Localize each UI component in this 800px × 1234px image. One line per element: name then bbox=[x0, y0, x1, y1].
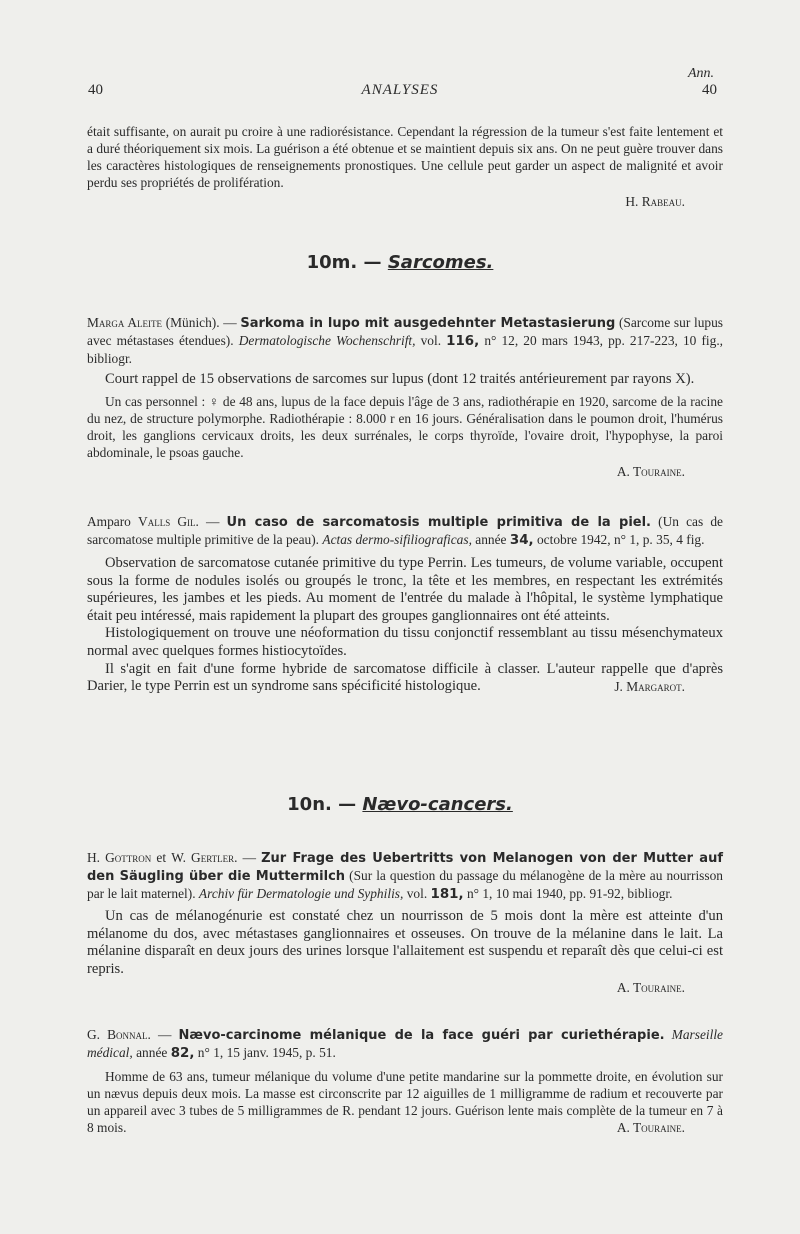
page-number-right: 40 bbox=[702, 82, 717, 98]
citation-details: octobre 1942, n° 1, p. 35, 4 fig. bbox=[536, 532, 705, 547]
citation-dash: — bbox=[242, 850, 257, 865]
author-conjunction: et bbox=[156, 850, 167, 865]
citation-details: n° 12, 20 mars 1943, pp. 217-223, 10 fig., bibliogr. bbox=[87, 333, 724, 366]
article-title: Un caso de sarcomatosis multiple primitiva de la piel. bbox=[226, 515, 651, 530]
reviewer-signature: A. Touraine. bbox=[616, 1120, 685, 1135]
author-name: G. Bonnal. bbox=[87, 1027, 151, 1042]
citation-details: n° 1, 10 mai 1940, pp. 91-92, bibliogr. bbox=[466, 886, 673, 901]
section-title: Nævo-cancers. bbox=[362, 794, 513, 815]
reviewer-signature: A. Touraine. bbox=[616, 980, 685, 996]
section-number: 10n. — bbox=[287, 794, 357, 815]
author-name: Marga Aleite bbox=[87, 315, 162, 330]
entry-valls-gil bbox=[87, 513, 723, 695]
page-number-left: 40 bbox=[88, 82, 103, 98]
reviewer-signature: J. Margarot. bbox=[614, 678, 685, 694]
annales-label: Ann. bbox=[688, 66, 715, 81]
section-title: Sarcomes. bbox=[387, 252, 494, 273]
journal-name: Dermatologische Wochenschrift, bbox=[238, 333, 416, 348]
year-number: 82, bbox=[170, 1046, 195, 1061]
volume-number: 116, bbox=[446, 334, 480, 349]
author-name: W. Gertler. bbox=[171, 850, 238, 865]
volume-number: 181, bbox=[430, 887, 464, 902]
journal-name: Actas dermo-sifiliograficas, bbox=[322, 532, 472, 547]
year-label: année bbox=[475, 532, 507, 547]
entry-citation bbox=[87, 513, 723, 549]
intro-signature: H. Rabeau. bbox=[625, 194, 685, 209]
citation-dash: — bbox=[157, 1027, 172, 1042]
entry-aleite bbox=[87, 314, 723, 480]
abstract-paragraph: Homme de 63 ans, tumeur mélanique du volume d'une petite mandarine sur la pommette droite, en évolution sur un nævus depuis deux mois. La masse est circonscrite par 12 aiguilles de 1 milligramme de radium et recouverte par un appareil avec 3 tubes de 5 milligrammes de R. pendant 12 jours. Guérison lente mais complète de la tumeur en 7 à 8 mois. bbox=[87, 1069, 723, 1135]
title-translation: (Sur la question du passage du mélanogène de la mère au nourrisson par le lait maternel). bbox=[87, 868, 723, 901]
abstract-paragraph: Court rappel de 15 observations de sarcomes sur lupus (dont 12 traités antérieurement par rayons X). bbox=[105, 371, 695, 387]
entry-bonnal bbox=[87, 1026, 723, 1136]
article-title: Sarkoma in lupo mit ausgedehnter Metastasierung bbox=[240, 316, 616, 331]
title-translation: (Sarcome sur lupus avec métastases étendues). bbox=[87, 315, 723, 348]
abstract-paragraph: Histologiquement on trouve une néoformation du tissu conjonctif ressemblant au tissu mésenchymateux normal avec quelques formes histiocytoïdes. bbox=[87, 625, 723, 659]
article-title: Zur Frage des Uebertritts von Melanogen von der Mutter auf den Säugling über die Muttermilch bbox=[87, 851, 723, 884]
section-heading-naevo-cancers bbox=[0, 794, 800, 815]
title-translation: (Un cas de sarcomatose multiple primitive de la peau). bbox=[87, 514, 723, 547]
author-first-name: Amparo bbox=[87, 514, 131, 529]
section-number: 10m. — bbox=[306, 252, 382, 273]
volume-label: vol. bbox=[420, 333, 442, 348]
author-place: (Münich). — bbox=[165, 315, 237, 330]
citation-details: n° 1, 15 janv. 1945, p. 51. bbox=[197, 1045, 336, 1060]
abstract-paragraph: Un cas de mélanogénurie est constaté chez un nourrisson de 5 mois dont la mère est atteinte d'un mélanome du dos, avec métastases ganglionnaires et osseuses. On trouve de la mélanine dans le lait. La mélanine disparaît en deux jours des urines lorsque l'allaitement est suspendu et reparaît dès que celui-ci est repris. bbox=[87, 908, 723, 977]
citation-dash: — bbox=[206, 514, 220, 529]
year-number: 34, bbox=[509, 533, 534, 548]
entry-citation bbox=[87, 1026, 723, 1062]
entry-citation bbox=[87, 849, 723, 903]
entry-citation bbox=[87, 314, 723, 367]
intro-block bbox=[87, 123, 723, 210]
abstract-paragraph: Un cas personnel : ♀ de 48 ans, lupus de la face depuis l'âge de 3 ans, radiothérapie en 1920, sarcome de la racine du nez, de structure polymorphe. Radiothérapie : 8.000 r en 16 jours. Généralisation dans le poumon droit, l'humérus droit, les ganglions cervicaux droits, les deux surrénales, le corps thyroïde, l'ovaire droit, l'hypophyse, la paroi abdominale, le psoas gauche. bbox=[87, 393, 723, 460]
abstract-paragraph: Observation de sarcomatose cutanée primitive du type Perrin. Les tumeurs, de volume variable, occupent sous la forme de nodules isolés ou groupés le tronc, la tête et les membres, en respectant les extrémités supérieures, les jambes et les pieds. Au moment de l'entrée du malade à l'hôpital, le système lymphatique était peu intéressé, mais rapidement la plupart des groupes ganglionnaires ont été atteints. bbox=[87, 555, 723, 624]
running-title: ANALYSES bbox=[361, 82, 439, 98]
section-heading-sarcomes bbox=[0, 252, 800, 273]
intro-paragraph: était suffisante, on aurait pu croire à une radiorésistance. Cependant la régression de la tumeur s'est faite lentement et a duré théoriquement six mois. La guérison a été obtenue et se maintient depuis six ans. On ne peut guère trouver dans les caractères histologiques de renseignements pronostiques. Une cellule peut garder un aspect de malignité et avoir perdu ses propriétés de prolifération. bbox=[87, 124, 723, 190]
entry-gottron-gertler bbox=[87, 849, 723, 996]
journal-name: Marseille médical, bbox=[87, 1027, 723, 1060]
author-name: H. Gottron bbox=[87, 850, 152, 865]
volume-label: vol. bbox=[406, 886, 428, 901]
reviewer-signature: A. Touraine. bbox=[616, 463, 685, 479]
author-last-name: Valls Gil. bbox=[138, 514, 199, 529]
year-label: année bbox=[136, 1045, 168, 1060]
abstract-paragraph: Il s'agit en fait d'une forme hybride de sarcomatose difficile à classer. L'auteur rappelle que d'après Darier, le type Perrin est un syndrome sans spécificité histologique. bbox=[87, 660, 723, 695]
journal-name: Archiv für Dermatologie und Syphilis, bbox=[198, 886, 404, 901]
article-title: Nævo-carcinome mélanique de la face guéri par curiethérapie. bbox=[178, 1028, 665, 1043]
